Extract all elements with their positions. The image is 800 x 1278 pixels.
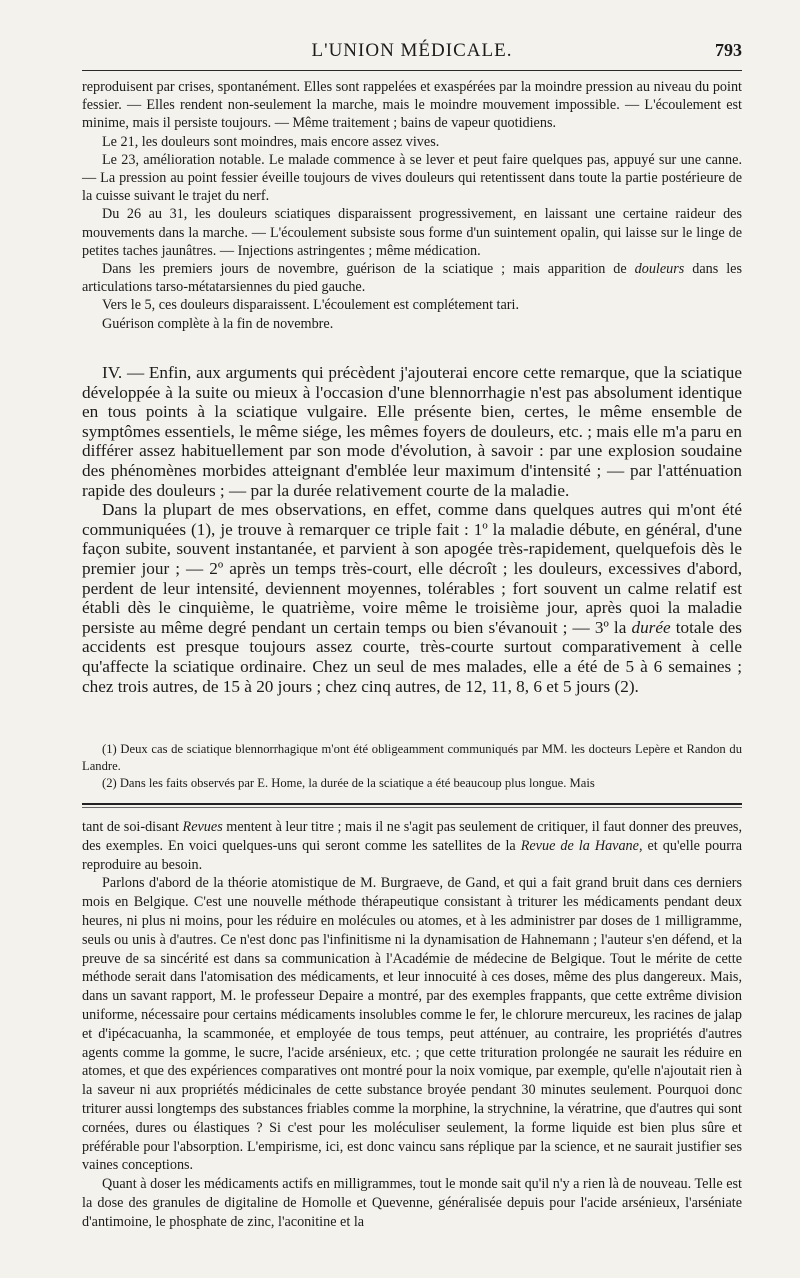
italic-run: durée — [631, 617, 671, 637]
text-run: , et qu'elle pourra reproduire au besoin. — [82, 837, 743, 873]
text-run: Le 23, amélioration notable. Le malade commence à se lever et peut faire quelques pas, appuyé sur une canne. — La pression au point fessier éveille toujours de vives douleurs qui retentissent dans toute la partie postérieure de la cuisse suivant le trajet du nerf. — [82, 151, 742, 205]
text-run: reproduisent par crises, spontanément. Elles sont rappelées et exaspérées par la moindre pression au niveau du point fessier. — Elles rendent non-seulement la marche, mais le moindre mouvement impossible. — L'écoulement est minime, mais il persiste toujours. — Même traitement ; bains de vapeur quotidiens. — [82, 79, 742, 132]
text-run: Dans la plupart de mes observations, en effet, comme dans quelques autres qui m'ont été communiquées (1), je trouve à remarquer ce triple fait : 1º la maladie débute, en général, d'une façon subite, souvent instantanée, et parvient à son apogée très-rapidement, quelquefois dès le premier jour ; — 2º après un temps très-court, elle décroît ; les douleurs, excessives d'abord, perdent de leur intensité, deviennent moyennes, tolérables ; fort souvent un calme relatif est établi dès le cinquième, le quatrième, voire même le troisième jour, après quoi la maladie persiste au même degré pendant un certain temps ou bien s'évanouit ; — 3º la — [82, 500, 742, 637]
page-header — [82, 36, 742, 66]
paragraph-p10 — [82, 818, 742, 874]
paragraph-p12 — [82, 1175, 742, 1231]
feuilleton-section — [82, 818, 742, 1232]
text-run: mentent à leur titre ; mais il ne s'agit pas seulement de critiquer, il faut donner des preuves, des exemples. En voici quelques-uns qui seront comme les satellites de la — [82, 819, 742, 854]
paragraph-p7 — [82, 315, 742, 333]
footnote-2: (2) Dans les faits observés par E. Home, la durée de la sciatique a été beaucoup plus longue. Mais — [102, 776, 595, 790]
feuilleton-separator-thin — [82, 807, 742, 808]
text-run: dans les articulations tarso-métatarsiennes du pied gauche. — [82, 261, 742, 296]
footnotes — [82, 741, 742, 792]
text-run: Vers le 5, ces douleurs disparaissent. L'écoulement est complétement tari. — [102, 297, 520, 314]
text-run: tant de soi-disant — [82, 819, 183, 835]
italic-run: douleurs — [634, 261, 685, 278]
italic-run: Revue de la Havane — [520, 837, 639, 854]
text-run: Du 26 au 31, les douleurs sciatiques disparaissent progressivement, en laissant une certaine raideur des mouvements dans la marche. — L'écoulement subsiste sous forme d'un suintement opalin, qui laisse sur le linge de petites taches jaunâtres. — Injections astringentes ; même médication. — [82, 206, 742, 259]
argument-section — [82, 363, 742, 696]
paragraph-p4 — [82, 205, 742, 260]
paragraph-p6 — [82, 296, 742, 314]
feuilleton-separator — [82, 803, 742, 805]
text-run: Parlons d'abord de la théorie atomistique de M. Burgraeve, de Gand, et qui a fait grand bruit dans ces derniers mois en Belgique. C'est une nouvelle méthode thérapeutique consistant à triturer les médicaments pendant deux heures, ni plus ni moins, pour les réduire en molécules ou atomes, et à les administrer par doses de 1 milligramme, seuls ou unis à d'autres. Ce n'est donc pas l'infinitisme ni la dynamisation de Hahnemann ; l'auteur s'en défend, et la preuve de sa sincérité est dans sa communication à l'Académie de médecine de Belgique. Tout le mérite de cette méthode serait dans l'atomisation des médicaments, et leur innocuité à ces doses, même des plus dangereux. Mais, dans un savant rapport, M. le professeur Depaire a montré, par des exemples frappants, que cette extrême division uniforme, nécessaire pour certains médicaments insolubles comme le fer, le chlorure mercureux, les racines de jalap et d'ipécacuanha, la scammonée, et employée de tous temps, peut atténuer, au contraire, les propriétés d'autres agents comme la gomme, le sucre, l'acide arsénieux, etc. ; que cette trituration prolongée ne saurait les réduire en atomes, et que des expériences comparatives ont montré pour la noix vomique, par exemple, qu'elle n'ajoutait rien à la saveur ni aux propriétés médicinales de cette substance broyée pendant 30 minutes seulement. Pourquoi donc triturer aussi longtemps des substances friables comme la morphine, la strychnine, la vératrine, que d'autres qui sont cornées, dures ou élastiques ? Si c'est pour les moléculiser seulement, la forme liquide est bien plus sûre et préférable pour l'absorption. L'empirisme, ici, est donc vaincu sans réplique par la science, et ne saurait justifier ses vaines conceptions. — [82, 875, 742, 1174]
text-run: Dans les premiers jours de novembre, guérison de la sciatique ; mais apparition de — [102, 261, 635, 278]
footnote-1: (1) Deux cas de sciatique blennorrhagique m'ont été obligeamment communiqués par MM. les docteurs Lepère et Randon du Landre. — [82, 742, 742, 773]
text-run: Quant à doser les médicaments actifs en milligrammes, tout le monde sait qu'il n'y a rien là de nouveau. Telle est la dose des granules de digitaline de Homolle et Quevenne, généralisée depuis pour l'acide arsénieux, l'arséniate d'antimoine, le phosphate de zinc, l'aconitine et la — [82, 1176, 742, 1230]
case-report-section — [82, 78, 742, 333]
text-run: Le 21, les douleurs sont moindres, mais encore assez vives. — [102, 133, 440, 150]
running-title: L'UNION MÉDICALE. — [311, 40, 513, 61]
paragraph-p5 — [82, 260, 742, 296]
text-run: totale des accidents est presque toujours assez courte, très-courte surtout comparativement à celle qu'affecte la sciatique ordinaire. Chez un seul de mes malades, elle a été de 5 à 6 semaines ; chez trois autres, de 15 à 20 jours ; chez cinq autres, de 12, 11, 8, 6 et 5 jours (2). — [82, 617, 742, 696]
italic-run: Revues — [182, 819, 223, 835]
text-run: Guérison complète à la fin de novembre. — [102, 315, 334, 332]
paragraph-p3 — [82, 151, 742, 206]
header-rule — [82, 70, 742, 71]
paragraph-p2 — [82, 133, 742, 151]
paragraph-p8 — [82, 363, 742, 500]
paragraph-p11 — [82, 874, 742, 1175]
paragraph-p1 — [82, 78, 742, 133]
text-run: IV. — Enfin, aux arguments qui précèdent j'ajouterai encore cette remarque, que la sciatique développée à la suite ou mieux à l'occasion d'une blennorrhagie n'est pas absolument identique en tous points à la sciatique vulgaire. Elle présente bien, certes, le même ensemble de symptômes essentiels, le même siége, les mêmes foyers de douleurs, etc. ; mais elle m'a paru en différer assez habituellement par son mode d'évolution, à savoir : par une explosion soudaine des phénomènes morbides atteignant d'emblée leur maximum d'intensité ; — par l'atténuation rapide des douleurs ; — par la durée relativement courte de la maladie. — [82, 363, 742, 500]
paragraph-p9 — [82, 500, 742, 696]
page-number: 793 — [715, 40, 742, 60]
